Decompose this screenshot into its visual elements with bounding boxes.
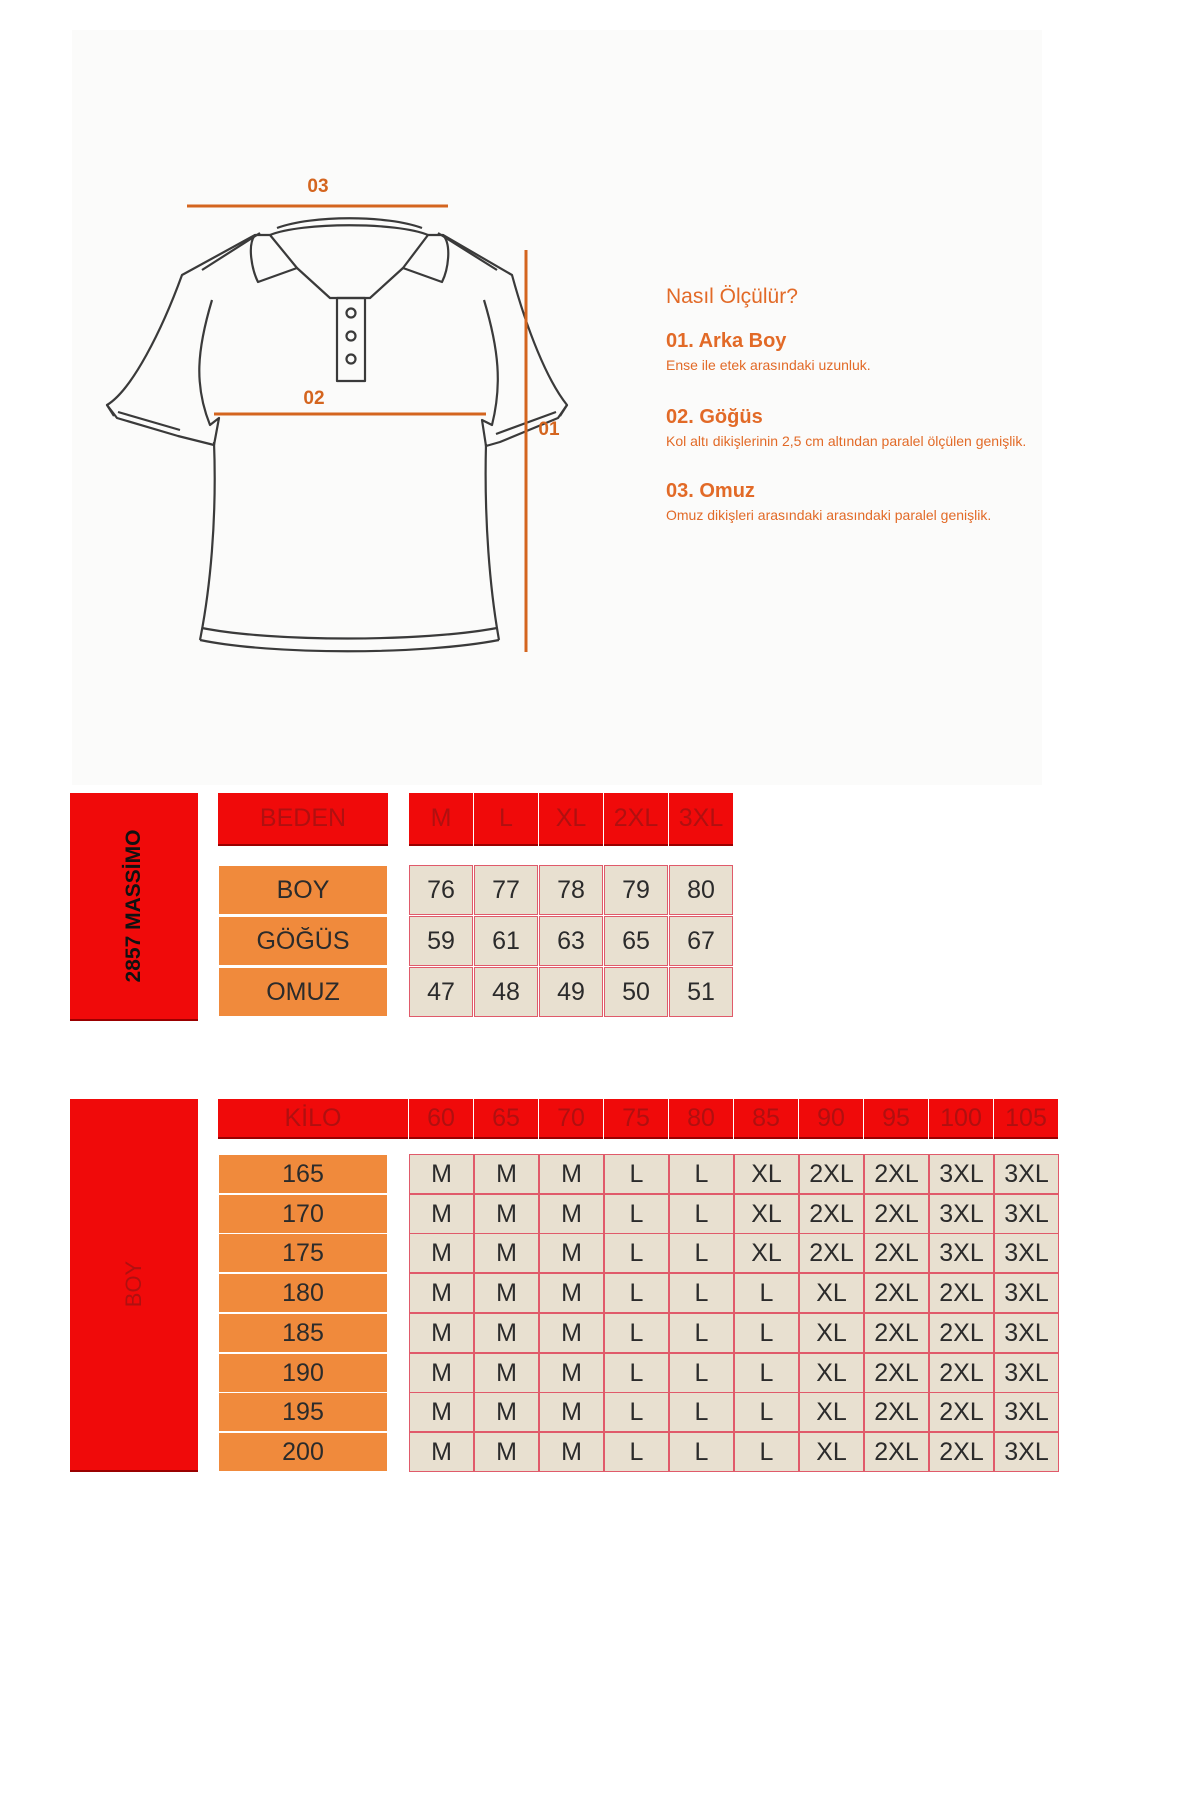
height-row-label: 200	[218, 1432, 388, 1472]
fit-table-side-label	[70, 1099, 198, 1472]
size-recommendation-cell: L	[669, 1392, 734, 1432]
size-recommendation-cell: M	[409, 1233, 474, 1273]
size-column-header: XL	[539, 793, 603, 846]
size-recommendation-cell: L	[604, 1194, 669, 1234]
guide-item-title: 02. Göğüs	[666, 406, 763, 428]
height-row-label: 175	[218, 1233, 388, 1273]
measurement-row-label: BOY	[218, 865, 388, 915]
size-recommendation-cell: 3XL	[994, 1233, 1059, 1273]
size-recommendation-cell: L	[734, 1353, 799, 1393]
size-recommendation-cell: XL	[734, 1154, 799, 1194]
weight-column-header: 90	[799, 1099, 863, 1139]
size-recommendation-cell: L	[669, 1194, 734, 1234]
size-header-label: BEDEN	[218, 793, 388, 846]
measurement-cell: 67	[669, 916, 733, 966]
guide-item-desc: Omuz dikişleri arasındaki arasındaki paralel genişlik.	[666, 507, 992, 523]
size-recommendation-cell: L	[734, 1432, 799, 1472]
weight-column-header: 60	[409, 1099, 473, 1139]
guide-item-title: 03. Omuz	[666, 480, 755, 502]
size-recommendation-cell: 2XL	[929, 1353, 994, 1393]
size-recommendation-cell: 3XL	[994, 1273, 1059, 1313]
height-row-label: 180	[218, 1273, 388, 1313]
size-recommendation-cell: 3XL	[994, 1313, 1059, 1353]
size-table-side-label	[70, 793, 198, 1021]
size-recommendation-cell: 2XL	[864, 1233, 929, 1273]
measurement-cell: 77	[474, 865, 538, 915]
measurement-cell: 51	[669, 967, 733, 1017]
height-row-label: 170	[218, 1194, 388, 1234]
size-recommendation-cell: M	[409, 1432, 474, 1472]
size-recommendation-cell: XL	[734, 1233, 799, 1273]
measurement-cell: 63	[539, 916, 603, 966]
size-recommendation-cell: M	[539, 1273, 604, 1313]
size-recommendation-cell: XL	[734, 1194, 799, 1234]
weight-column-header: 95	[864, 1099, 928, 1139]
measurement-cell: 78	[539, 865, 603, 915]
shoulder-label: 03	[307, 176, 329, 197]
guide-item-1	[666, 330, 871, 373]
size-recommendation-cell: 2XL	[864, 1353, 929, 1393]
size-recommendation-cell: XL	[799, 1273, 864, 1313]
measurement-cell: 47	[409, 967, 473, 1017]
size-recommendation-cell: XL	[799, 1313, 864, 1353]
size-recommendation-cell: 2XL	[864, 1194, 929, 1234]
size-recommendation-cell: XL	[799, 1353, 864, 1393]
size-recommendation-cell: 2XL	[799, 1154, 864, 1194]
length-label: 01	[538, 419, 560, 440]
guide-item-2	[666, 406, 1026, 449]
size-recommendation-cell: 2XL	[929, 1313, 994, 1353]
size-recommendation-cell: 3XL	[994, 1194, 1059, 1234]
size-recommendation-cell: 2XL	[864, 1154, 929, 1194]
size-column-header: 3XL	[669, 793, 733, 846]
size-recommendation-cell: 2XL	[799, 1233, 864, 1273]
guide-item-desc: Kol altı dikişlerinin 2,5 cm altından paralel ölçülen genişlik.	[666, 433, 1027, 449]
size-column-header: 2XL	[604, 793, 668, 846]
size-recommendation-cell: L	[734, 1273, 799, 1313]
measurement-cell: 80	[669, 865, 733, 915]
size-recommendation-cell: L	[669, 1273, 734, 1313]
size-recommendation-cell: 3XL	[929, 1194, 994, 1234]
size-recommendation-cell: M	[539, 1154, 604, 1194]
size-recommendation-cell: L	[734, 1392, 799, 1432]
size-recommendation-cell: M	[409, 1313, 474, 1353]
height-row-label: 185	[218, 1313, 388, 1353]
size-recommendation-cell: 2XL	[864, 1313, 929, 1353]
measurement-cell: 65	[604, 916, 668, 966]
product-code-label: 2857 MASSİMO	[122, 829, 145, 983]
measurement-cell: 76	[409, 865, 473, 915]
size-recommendation-cell: M	[539, 1233, 604, 1273]
height-axis-label: BOY	[121, 1260, 146, 1308]
size-recommendation-cell: M	[539, 1194, 604, 1234]
height-row-label: 195	[218, 1392, 388, 1432]
size-recommendation-cell: M	[474, 1273, 539, 1313]
size-recommendation-cell: XL	[799, 1432, 864, 1472]
size-recommendation-cell: L	[669, 1353, 734, 1393]
size-recommendation-cell: L	[604, 1392, 669, 1432]
size-recommendation-cell: 3XL	[929, 1154, 994, 1194]
size-recommendation-cell: L	[669, 1432, 734, 1472]
measurement-cell: 48	[474, 967, 538, 1017]
guide-item-title: 01. Arka Boy	[666, 330, 787, 352]
size-recommendation-cell: 3XL	[929, 1233, 994, 1273]
size-recommendation-cell: 3XL	[994, 1154, 1059, 1194]
guide-item-desc: Ense ile etek arasındaki uzunluk.	[666, 357, 871, 373]
size-recommendation-cell: 2XL	[929, 1273, 994, 1313]
guide-text	[666, 285, 798, 309]
size-recommendation-cell: M	[409, 1392, 474, 1432]
guide-title: Nasıl Ölçülür?	[666, 285, 798, 308]
size-recommendation-cell: M	[539, 1432, 604, 1472]
size-recommendation-cell: L	[604, 1154, 669, 1194]
size-recommendation-cell: L	[604, 1313, 669, 1353]
weight-column-header: 80	[669, 1099, 733, 1139]
size-recommendation-cell: L	[604, 1233, 669, 1273]
weight-column-header: 65	[474, 1099, 538, 1139]
size-recommendation-cell: M	[409, 1154, 474, 1194]
weight-header-label: KİLO	[218, 1099, 408, 1139]
size-column-header: M	[409, 793, 473, 846]
size-recommendation-cell: L	[604, 1353, 669, 1393]
size-recommendation-cell: L	[604, 1273, 669, 1313]
size-recommendation-cell: 3XL	[994, 1392, 1059, 1432]
size-column-header: L	[474, 793, 538, 846]
height-row-label: 190	[218, 1353, 388, 1393]
measurement-guide-panel	[72, 30, 1042, 785]
measurement-cell: 61	[474, 916, 538, 966]
guide-item-3	[666, 480, 991, 523]
size-recommendation-cell: M	[474, 1233, 539, 1273]
size-recommendation-cell: M	[539, 1313, 604, 1353]
size-recommendation-cell: L	[669, 1313, 734, 1353]
measurement-row-label: GÖĞÜS	[218, 916, 388, 966]
size-recommendation-cell: M	[539, 1353, 604, 1393]
measurement-lines	[187, 206, 526, 652]
size-recommendation-cell: 3XL	[994, 1353, 1059, 1393]
measurement-cell: 50	[604, 967, 668, 1017]
size-recommendation-cell: M	[409, 1273, 474, 1313]
size-recommendation-cell: XL	[799, 1392, 864, 1432]
size-recommendation-cell: 2XL	[929, 1392, 994, 1432]
size-recommendation-cell: M	[474, 1353, 539, 1393]
weight-column-header: 75	[604, 1099, 668, 1139]
size-recommendation-cell: 2XL	[864, 1273, 929, 1313]
size-recommendation-cell: M	[474, 1194, 539, 1234]
size-recommendation-cell: 2XL	[929, 1432, 994, 1472]
size-recommendation-cell: M	[409, 1353, 474, 1393]
size-recommendation-cell: L	[669, 1154, 734, 1194]
height-row-label: 165	[218, 1154, 388, 1194]
size-recommendation-cell: 2XL	[799, 1194, 864, 1234]
size-recommendation-cell: 2XL	[864, 1432, 929, 1472]
measurement-cell: 49	[539, 967, 603, 1017]
polo-shirt-outline	[107, 218, 567, 651]
size-recommendation-cell: M	[474, 1154, 539, 1194]
size-recommendation-cell: M	[539, 1392, 604, 1432]
size-recommendation-cell: L	[669, 1233, 734, 1273]
size-recommendation-cell: 2XL	[864, 1392, 929, 1432]
weight-column-header: 100	[929, 1099, 993, 1139]
weight-column-header: 70	[539, 1099, 603, 1139]
size-recommendation-cell: M	[409, 1194, 474, 1234]
weight-column-header: 105	[994, 1099, 1058, 1139]
size-recommendation-cell: L	[734, 1313, 799, 1353]
size-recommendation-cell: M	[474, 1313, 539, 1353]
size-recommendation-cell: M	[474, 1432, 539, 1472]
size-recommendation-cell: 3XL	[994, 1432, 1059, 1472]
measurement-cell: 79	[604, 865, 668, 915]
measurement-cell: 59	[409, 916, 473, 966]
size-recommendation-cell: L	[604, 1432, 669, 1472]
size-recommendation-cell: M	[474, 1392, 539, 1432]
measurement-row-label: OMUZ	[218, 967, 388, 1017]
weight-column-header: 85	[734, 1099, 798, 1139]
chest-label: 02	[303, 388, 325, 409]
